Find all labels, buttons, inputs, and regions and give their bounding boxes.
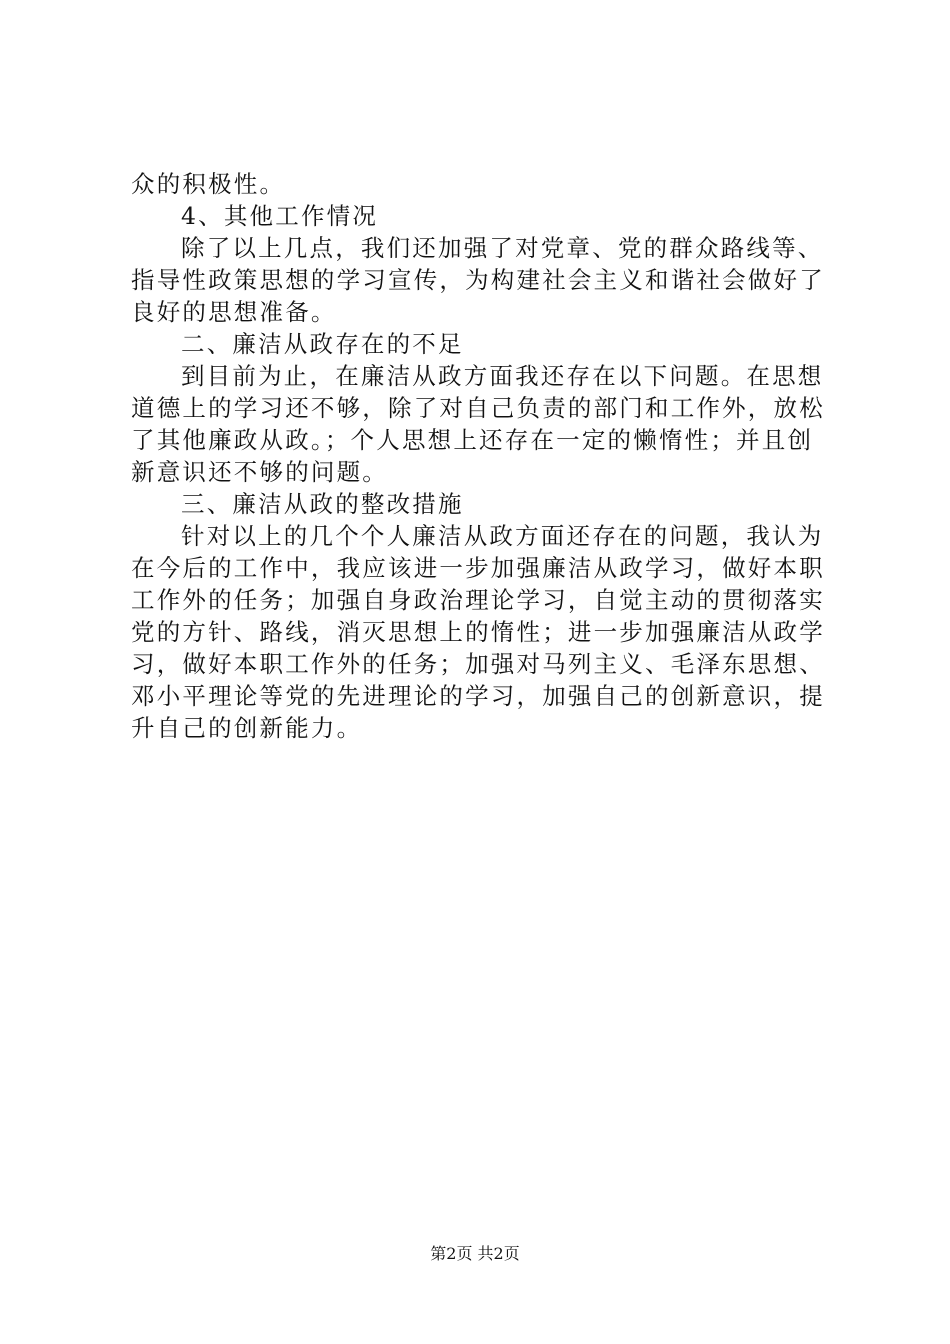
section-heading-rectification: 三、廉洁从政的整改措施	[181, 490, 464, 518]
paragraph-continuation: 众的积极性。	[131, 170, 286, 198]
page-number-footer: 第2页 共2页	[430, 1244, 520, 1263]
section-heading-shortcomings: 二、廉洁从政存在的不足	[181, 330, 464, 358]
paragraph-other-work: 除了以上几点，我们还加强了对党章、党的群众路线等、指导性政策思想的学习宣传，为构建社会主义和谐社会做好了良好的思想准备。	[131, 234, 825, 326]
paragraph-shortcomings: 到目前为止，在廉洁从政方面我还存在以下问题。在思想道德上的学习还不够，除了对自己负责的部门和工作外，放松了其他廉政从政。；个人思想上还存在一定的懒惰性；并且创新意识还不够的问题。	[131, 362, 825, 486]
document-body	[131, 168, 831, 744]
paragraph-rectification: 针对以上的几个个人廉洁从政方面还存在的问题，我认为在今后的工作中，我应该进一步加强廉洁从政学习，做好本职工作外的任务；加强自身政治理论学习，自觉主动的贯彻落实党的方针、路线，消灭思想上的惰性；进一步加强廉洁从政学习，做好本职工作外的任务；加强对马列主义、毛泽东思想、邓小平理论等党的先进理论的学习，加强自己的创新意识，提升自己的创新能力。	[131, 522, 825, 742]
section-heading-other-work: 4、其他工作情况	[181, 202, 379, 230]
